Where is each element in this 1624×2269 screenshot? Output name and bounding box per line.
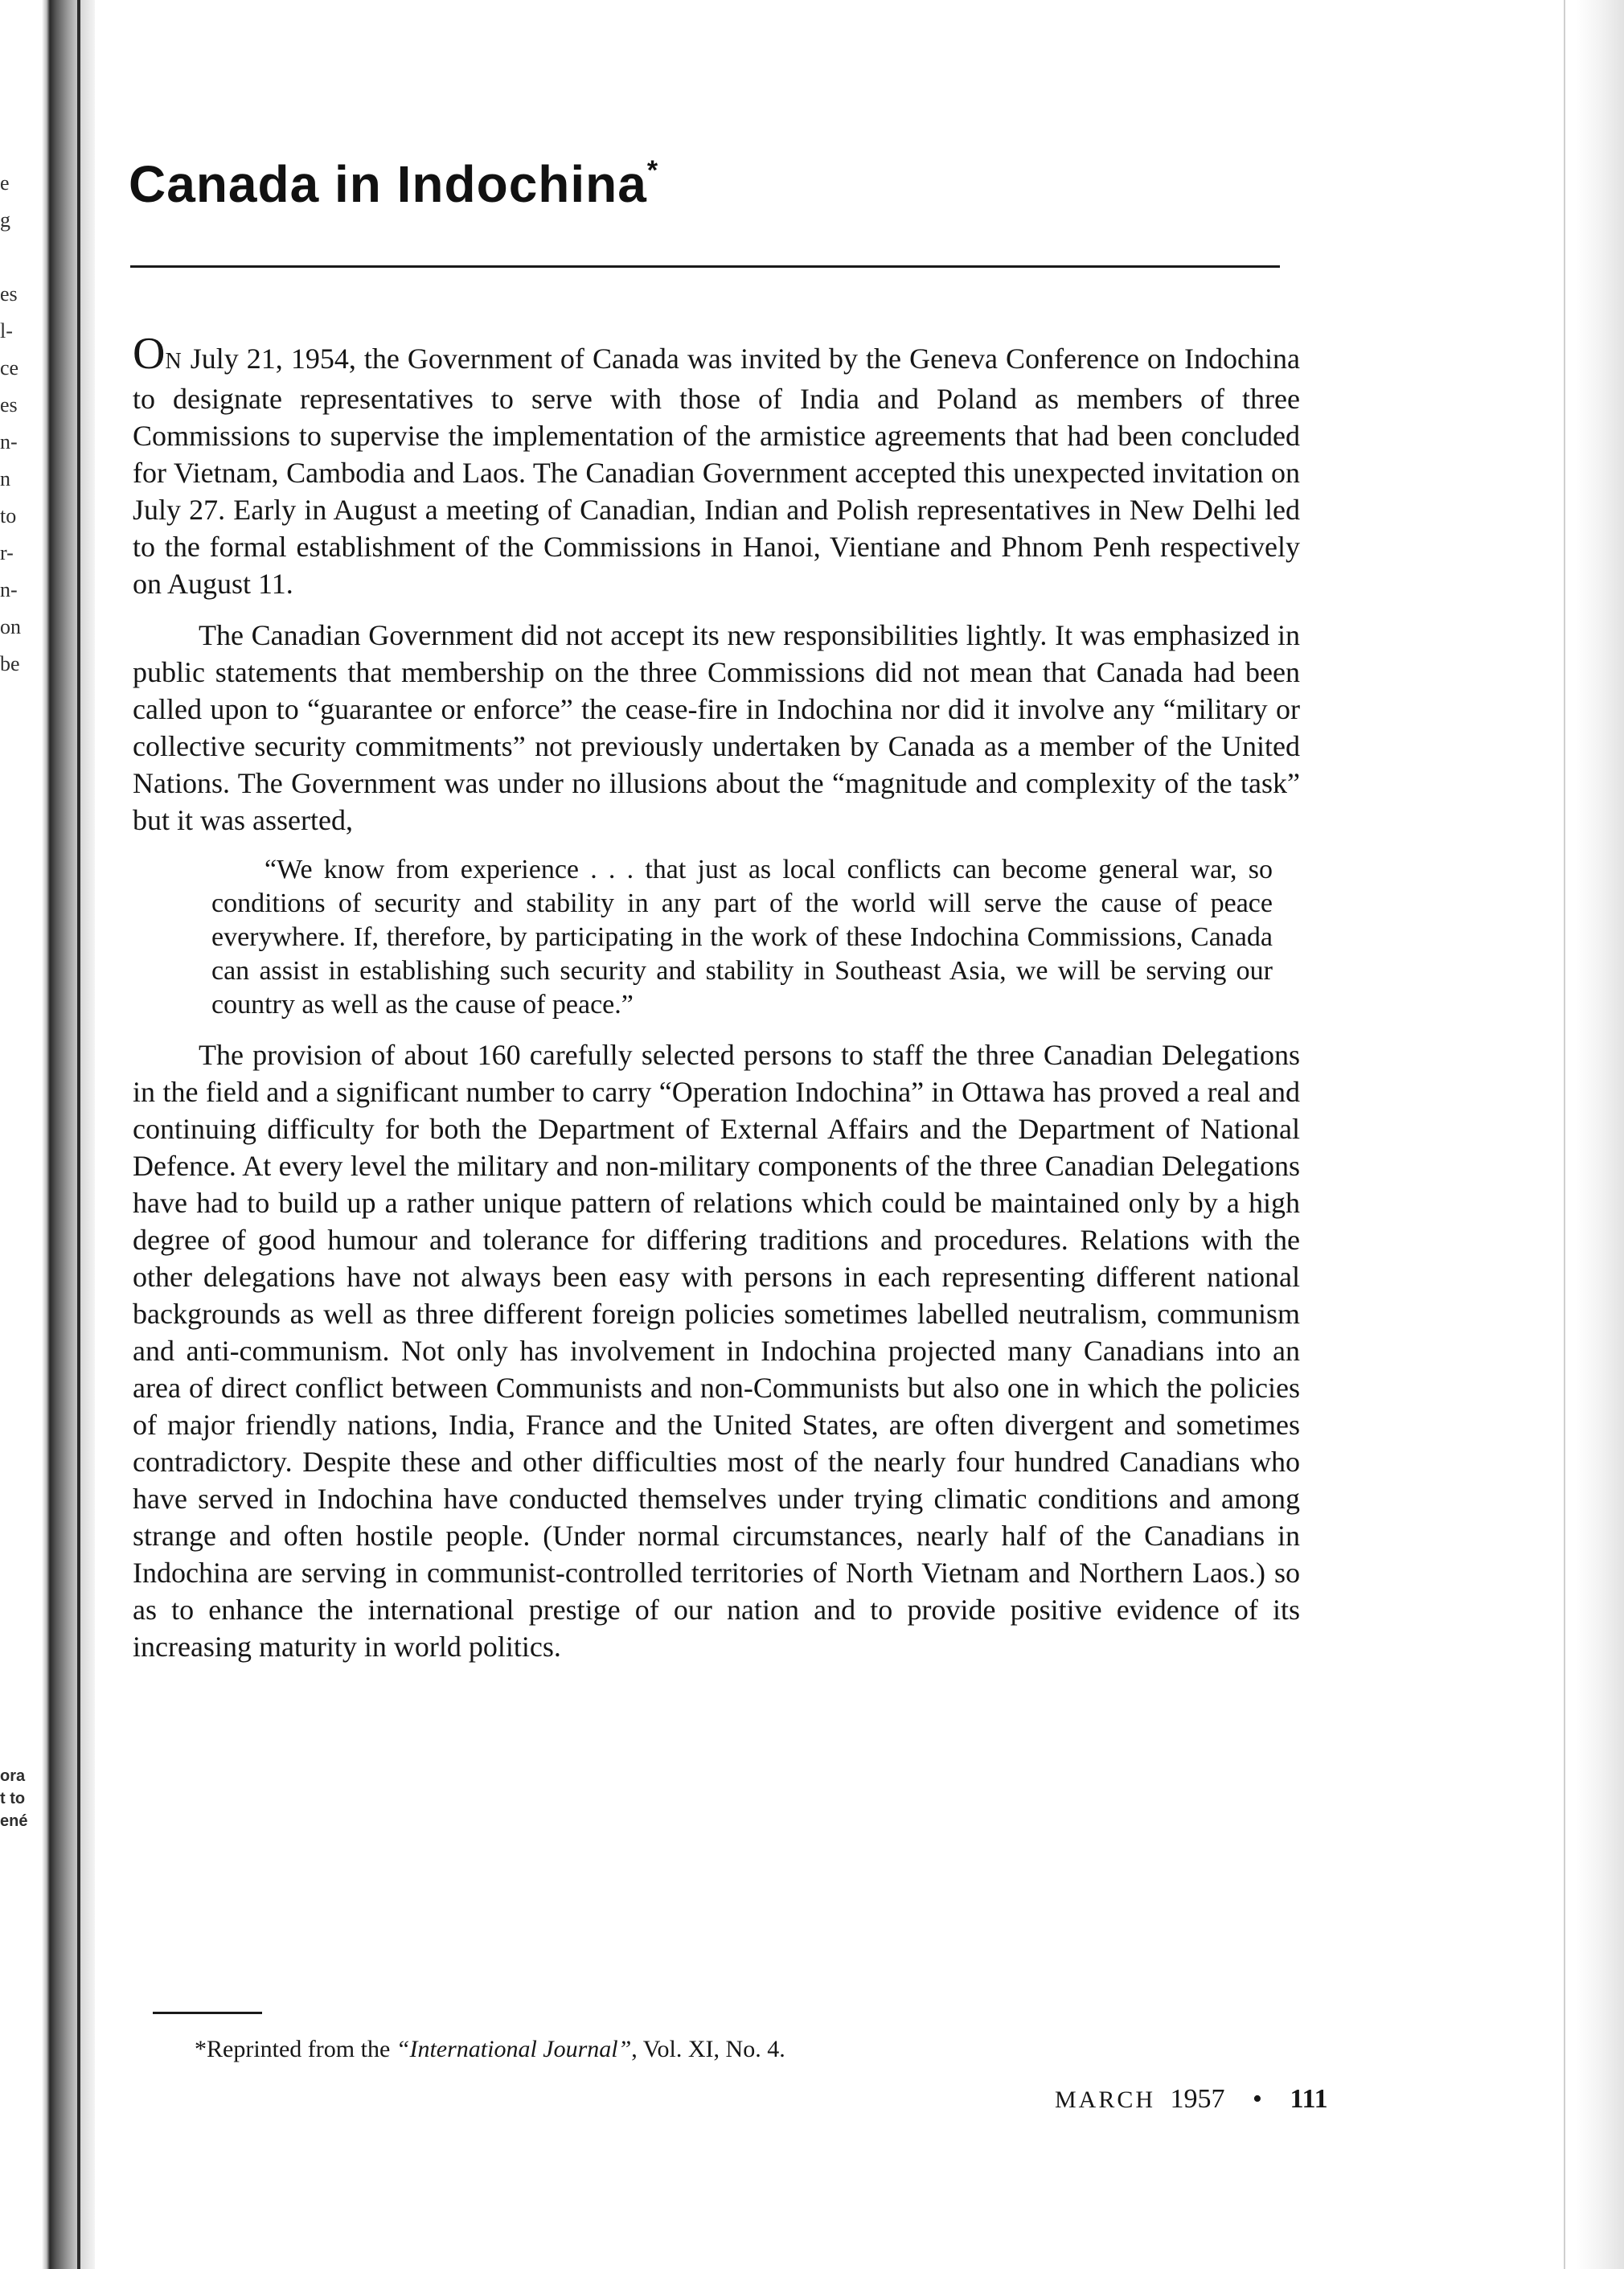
page-right-edge: [1576, 0, 1624, 2269]
paragraph-2: The Canadian Government did not accept its new responsibilities lightly. It was emphasized in public statements that membership on the three Commissions did not mean that Canada had been called upon to “guarantee or enforce” the cease-fire in Indochina nor did it involve any “military or collective security commitments” not previously undertaken by Canada as a member of the United Nations. The Government was under no illusions about the “magnitude and complexity of the task” but it was asserted,: [133, 619, 1300, 836]
bleed-line: [0, 239, 32, 276]
bleed-line: l-: [0, 319, 13, 343]
bleed-line: n-: [0, 578, 18, 601]
paragraph-3: The provision of about 160 carefully selected persons to staff the three Canadian Delegations in the field and a significant number to carry “Operation Indochina” in Ottawa has proved a real and continuing difficulty for both the Department of External Affairs and the Department of National Defence. At every level the military and non-military components of the three Canadian Delegations have had to build up a rather unique pattern of relations which could be maintained only by a high degree of good humour and tolerance for differing traditions and procedures. Relations with the other delegations have not always been easy with persons in each representing different national backgrounds as well as three different foreign policies sometimes labelled neutralism, communism and anti-communism. Not only has involvement in Indochina projected many Canadians into an area of direct conflict between Communists and non-Communists but also one in which the policies of major friendly nations, India, France and the United States, are often divergent and sometimes contradictory. Despite these and other difficulties most of the nearly four hundred Canadians who have served in Indochina have conducted themselves under trying climatic conditions and among strange and often hostile people. (Under normal circumstances, nearly half of the Canadians in Indochina are serving in communist-controlled territories of North Vietnam and Northern Laos.) so as to enhance the international prestige of our nation and to provide positive evidence of its increasing maturity in world politics.: [133, 1039, 1300, 1663]
bleed-line: to: [0, 504, 17, 527]
page-folio: [1055, 2084, 1328, 2115]
article-body: [133, 329, 1300, 1680]
article-title-text: Canada in Indochina: [129, 155, 647, 213]
bleed-line: e: [0, 171, 10, 195]
footnote-prefix: *Reprinted from the: [195, 2036, 396, 2062]
footnote-marker: *: [646, 154, 659, 186]
paragraph-1-text: July 21, 1954, the Government of Canada was invited by the Geneva Conference on Indochina to designate representatives to serve with those of India and Poland as members of three Commissions to supervise the implementation of the armistice agreements that had been concluded for Vietnam, Cambodia and Laos. The Canadian Government accepted this unexpected invitation on July 27. Early in August a meeting of Canadian, Indian and Polish representatives in New Delhi led to the formal establishment of the Commissions in Hanoi, Vientiane and Phnom Penh respectively on August 11.: [133, 343, 1300, 600]
bleed-line: ené: [0, 1812, 28, 1830]
block-quote: “We know from experience . . . that just as local conflicts can become general war, so conditions of security and stability in any part of the world will serve the cause of peace everywhere. If, therefore, by participating in the work of these Indochina Commissions, Canada can assist in establishing such security and stability in Southeast Asia, we will be serving our country as well as the cause of peace.”: [211, 855, 1273, 1020]
margin-bleed-text: [0, 165, 32, 683]
footnote-suffix: , Vol. XI, No. 4.: [631, 2036, 785, 2062]
bleed-line: es: [0, 282, 18, 306]
folio-separator: •: [1253, 2084, 1262, 2114]
folio-year: 1957: [1170, 2084, 1225, 2114]
bleed-line: r-: [0, 541, 14, 564]
bleed-line: n: [0, 467, 10, 490]
bleed-line: t to: [0, 1790, 26, 1807]
folio-month: MARCH: [1055, 2086, 1156, 2113]
margin-bleed-bottom: [0, 1765, 32, 1832]
bleed-line: ce: [0, 356, 19, 380]
small-caps: N: [165, 349, 182, 374]
footnote-rule: [153, 2012, 262, 2014]
gutter-rule: [77, 0, 80, 2269]
bleed-line: g: [0, 208, 10, 232]
bleed-line: ora: [0, 1767, 26, 1785]
bleed-line: n-: [0, 430, 18, 453]
article-title: [129, 154, 658, 214]
drop-cap: O: [133, 329, 166, 379]
bleed-line: be: [0, 652, 20, 675]
paragraph-1: [133, 329, 1300, 602]
footnote: [195, 2036, 785, 2063]
title-rule: [130, 265, 1280, 268]
page-right-edge-line: [1564, 0, 1565, 2269]
bleed-line: on: [0, 615, 21, 638]
bleed-line: es: [0, 393, 18, 416]
page-number: 111: [1290, 2084, 1328, 2114]
footnote-journal: “International Journal”: [396, 2036, 632, 2062]
